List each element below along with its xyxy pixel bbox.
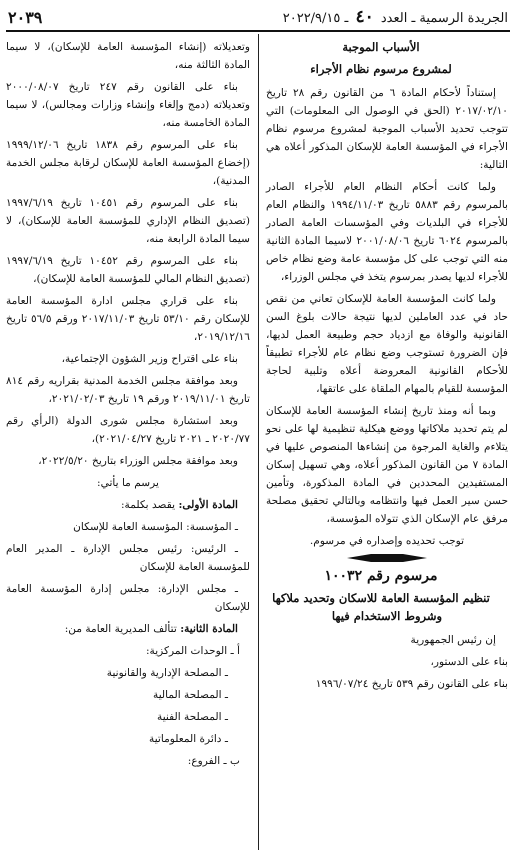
section-title: الأسباب الموجبة <box>342 40 420 54</box>
gazette-title <box>283 7 508 27</box>
page-number: ٢٠٣٩ <box>8 7 43 27</box>
paragraph: إن رئيس الجمهورية <box>410 634 496 646</box>
decree-title: تنظيم المؤسسة العامة للاسكان وتحديد ملاكها وشروط الاستخدام فيها <box>272 591 490 623</box>
paragraph: توجب تحديده وإصداره في مرسوم. <box>309 535 465 547</box>
article-2 <box>6 620 250 638</box>
article-text: تتألف المديرية العامة من: <box>64 623 177 635</box>
page-header <box>8 6 508 28</box>
section-subtitle: لمشروع مرسوم نظام الأجراء <box>310 62 452 76</box>
list-item: ب ـ الفروع: <box>187 755 240 767</box>
article-label: المادة الثانية: <box>180 623 238 635</box>
ornament-divider <box>347 554 427 562</box>
paragraph: ولما كانت أحكام النظام العام للأجراء الصادر بالمرسوم رقم ٥٨٨٣ تاريخ ١٩٩٤/١١/٠٣ والنظام العام للأجراء في البلديات وفي المؤسسات العامة الصادر بالمرسوم ٦٠٢٤ تاريخ ٢٠٠١/٠٨/٠٦ لاسيما المادة الثانية منه التي توجب على كل مؤسسة عامة وضع نظام خاص للأجراء لديها يصدر بمرسوم يتخذ في مجلس الوزراء، <box>266 181 509 283</box>
paragraph: وبما أنه ومنذ تاريخ إنشاء المؤسسة العامة للإسكان لم يتم تحديد ملاكاتها ووضع هيكلية تنظيمية لها على نحو يتلاءم والغاية المرجوة من إنشاءها المنصوص عليها في المادة ٧ من القانون المذكور أعلاه، وهي تسهيل إسكان المستفيدين المحددين في المادة المذكورة، وتأمين حسن سير العمل فيها وانتظامه وبالتالي تحقيق مصلحة مرفق عام الإسكان الذي تتولاه المؤسسة، <box>266 405 508 525</box>
article-text: يقصد بكلمة: <box>120 499 176 511</box>
paragraph: وبعد استشارة مجلس شورى الدولة (الرأي رقم ٢٠٢٠/٧٧ ـ ٢٠٢١ تاريخ ٢٠٢١/٠٤/٢٧)، <box>6 415 250 445</box>
list-item: ـ المصلحة المالية <box>153 689 228 701</box>
paragraph: بناء على المرسوم رقم ١٠٤٥١ تاريخ ١٩٩٧/٦/١٩ (تصديق النظام الإداري للمؤسسة العامة للإسكان)، لا سيما المادة الرابعة منه، <box>6 197 250 245</box>
definition: ـ مجلس الإدارة: مجلس إدارة المؤسسة العامة للإسكان <box>6 583 250 613</box>
paragraph: بناء على القانون رقم ٥٣٩ تاريخ ١٩٩٦/٠٧/٢٤ <box>315 678 508 690</box>
paragraph: وبعد موافقة مجلس الخدمة المدنية بقراريه رقم ٨١٤ تاريخ ٢٠١٩/١١/٠١ ورقم ١٩ تاريخ ٢٠٢١/٠٢/٠٣، <box>6 375 250 405</box>
paragraph: بناء على اقتراح وزير الشؤون الإجتماعية، <box>61 353 238 365</box>
issue-number: ٤٠ <box>355 7 374 27</box>
gazette-name: الجريدة الرسمية ـ العدد <box>380 11 508 26</box>
paragraph: وبعد موافقة مجلس الوزراء بتاريخ ٢٠٢٢/٥/٢٠، <box>38 455 238 467</box>
list-item: ـ المصلحة الإدارية والقانونية <box>106 667 228 679</box>
list-item: ـ المصلحة الفنية <box>157 711 228 723</box>
list-item: ـ دائرة المعلوماتية <box>149 733 228 745</box>
header-rule <box>6 30 510 32</box>
paragraph: بناء على الدستور، <box>430 656 508 668</box>
definition: ـ المؤسسة: المؤسسة العامة للإسكان <box>73 521 238 533</box>
article-label: المادة الأولى: <box>178 499 238 511</box>
right-column <box>266 38 508 697</box>
decree-number: مرسوم رقم ١٠٠٣٢ <box>324 568 438 584</box>
paragraph: بناء على قراري مجلس ادارة المؤسسة العامة للإسكان رقم ٥٣/١٠ تاريخ ٢٠١٧/١١/٠٣ ورقم ٥٦/٥ تاريخ ٢٠١٩/١٢/١٦، <box>6 295 250 343</box>
article-1 <box>6 496 250 514</box>
left-column <box>6 38 250 774</box>
column-divider <box>258 34 259 850</box>
issue-date: ـ ٢٠٢٢/٩/١٥ <box>282 11 349 26</box>
list-item: أ ـ الوحدات المركزية: <box>145 645 240 657</box>
paragraph: ولما كانت المؤسسة العامة للإسكان تعاني من نقص حاد في عدد العاملين لديها نتيجة حالات بلوغ السن القانونية والوفاة مع ازدياد حجم وطبيعة العمل لديها، فإن الضرورة تستوجب وضع نظام عام للأجراء تطبيقاً للأحكام القانونية المعروضة أعلاه وتلبية لحاجة المؤسسة للقيام بالمهام الملقاة على عاتقها، <box>266 293 508 395</box>
paragraph: وتعديلاته (إنشاء المؤسسة العامة للإسكان)، لا سيما المادة الثالثة منه، <box>6 41 250 71</box>
paragraph: إستناداً لأحكام المادة ٦ من القانون رقم ٢٨ تاريخ ٢٠١٧/٠٢/١٠ (الحق في الوصول الى المعلومات) التي تتوجب تحديد الأسباب الموجبة لمشروع مرسوم نظام الأجراء في المؤسسة العامة للإسكان المذكور أعلاه هي التالية: <box>266 87 508 171</box>
paragraph: بناء على المرسوم رقم ١٠٤٥٢ تاريخ ١٩٩٧/٦/١٩ (تصديق النظام المالي للمؤسسة العامة للإسكان)، <box>6 255 250 285</box>
definition: ـ الرئيس: رئيس مجلس الإدارة ـ المدير العام للمؤسسة العامة للإسكان <box>6 543 250 573</box>
paragraph: بناء على القانون رقم ٢٤٧ تاريخ ٢٠٠٠/٠٨/٠٧ وتعديلاته (دمج وإلغاء وإنشاء وزارات ومجالس)، لا سيما المادة الخامسة منه، <box>6 81 250 129</box>
paragraph: يرسم ما يأتي: <box>97 477 159 489</box>
paragraph: بناء على المرسوم رقم ١٨٣٨ تاريخ ١٩٩٩/١٢/٠٦ (إخضاع المؤسسة العامة للإسكان لرقابة مجلس الخدمة المدنية)، <box>6 139 250 187</box>
